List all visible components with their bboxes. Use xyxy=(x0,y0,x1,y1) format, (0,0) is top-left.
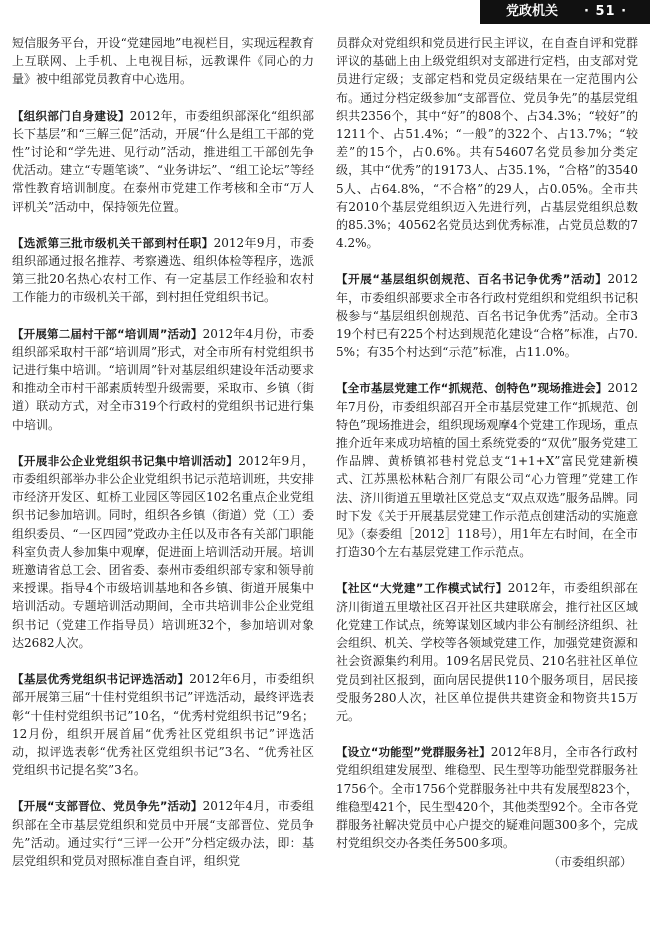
article-onsite-meeting: 【全市基层党建工作“抓规范、创特色”现场推进会】2012年7月份，市委组织部召开全市基层党建工作“抓规范、创特色”现场推进会，组织现场观摩4个党建工作现场，重点推介近年来成功培植的国土系统党委的“双优”服务党建工作品牌、黄桥镇祁巷村党总支“1+1+X”富民党建新模式、江苏黑松林粘合剂厂有限公司“心力管理”党建工作法、济川街道五里墩社区党总支“双点双选”服务品牌。同时下发《关于开展基层党建工作示范点创建活动的实施意见》（泰委组［2012］118号），用1年左右时间，在全市打造30个左右基层党建工作示范点。 xyxy=(336,381,638,560)
article-heading: 【开展第二届村干部“培训周”活动】 xyxy=(12,326,203,341)
article-heading: 【全市基层党建工作“抓规范、创特色”现场推进会】 xyxy=(336,381,608,396)
article-community-party: 【社区“大党建”工作模式试行】2012年，市委组织部在济川街道五里墩社区召开社区共建联席会，推行社区区域化党建工作试点，统筹谋划区域内非公有制经济组织、社会组织、机关、学校等各领域党建工作，加强党建资源和社会资源集约利用。109名居民党员、210名驻社区单位党员到社区报到，面向居民提供110个服务项目，居民接受服务280人次，社区单位提供共建资金和物资共15万元。 xyxy=(336,581,638,723)
article-org-dept-building: 【组织部门自身建设】2012年，市委组织部深化“组织部长下基层”和“三解三促”活动，开展“什么是组工干部的党性”讨论和“学先进、见行动”活动，推进组工干部创先争优活动。建立“专题笔谈”、“业务讲坛”、“组工论坛”等经常性教育培训制度。在泰州市党建工作考核和全市“万人评机关”活动中，保持领先位置。 xyxy=(12,108,314,214)
article-continuation: 短信服务平台，开设“党建园地”电视栏目，实现远程教育上互联网、上手机、上电视目标，远教课件《同心的力量》被中组部党员教育中心选用。 xyxy=(12,36,314,87)
page-header xyxy=(0,0,650,24)
article-training-week: 【开展第二届村干部“培训周”活动】2012年4月份，市委组织部采取村干部“培训周”形式，对全市所有村党组织书记进行集中培训。“培训周”针对基层组织建设年活动要求和推动全市村干部素质转型升级需要，采取市、乡镇（街道）联动方式，对全市319个行政村的党组织书记进行集中培训。 xyxy=(12,326,314,432)
article-nonpublic-training: 【开展非公企业党组织书记集中培训活动】2012年9月，市委组织部举办非公企业党组织书记示范培训班，共安排市经济开发区、虹桥工业园区等园区102名重点企业党组织书记参加培训。同时，组织各乡镇（街道）党（工）委组织委员、“一区四园”党政办主任以及市各有关部门职能科室负责人参加集中观摩，促进面上培训活动开展。培训班邀请省总工会、团省委、泰州市委组织部专家和领导前来授课。指导4个市级培训基地和各乡镇、街道开展集中培训活动。专题培训活动期间，全市共培训非公企业党组织书记（党建工作指导员）培训班32个，参加培训对象达2682人次。 xyxy=(12,453,314,650)
page-number: · 51 · xyxy=(584,4,628,19)
article-heading: 【开展“基层组织创规范、百名书记争优秀”活动】 xyxy=(336,272,608,287)
article-branch-advance: 【开展“支部晋位、党员争先”活动】2012年4月，市委组织部在全市基层党组织和党员中开展“支部晋位、党员争先”活动。通过实行“三评一公开”分档定级办法，即：基层党组织和党员对照标准自查自评，组织党 xyxy=(12,799,314,868)
article-standardization: 【开展“基层组织创规范、百名书记争优秀”活动】2012年，市委组织部要求全市各行政村党组织和党组织书记积极参与“基层组织创规范、百名书记争优秀”活动。全市319个村已有225个村达到规范化建设“合格”标准，占70.5%；有35个村达到“示范”标准，占11.0%。 xyxy=(336,272,638,360)
article-heading: 【开展非公企业党组织书记集中培训活动】 xyxy=(12,453,239,468)
author-signature: （市委组织部） xyxy=(547,855,632,870)
article-heading: 【基层优秀党组织书记评选活动】 xyxy=(12,672,190,687)
article-continuation: 员群众对党组织和党员进行民主评议，在自查自评和党群评议的基础上由上级党组织对支部进行定档，由支部对党员进行定级；支部定档和党员定级结果在一定范围内公布。通过分档定级参加“支部晋位、党员争先”的基层党组织共2356个，其中“好”的808个、占34.3%；“较好”的1211个、占51.4%；“一般”的322个、占13.7%；“较差”的15个，占0.6%。共有54607名党员参加分类定级，其中“优秀”的19173人、占35.1%，“合格”的35405人、占64.8%，“不合格”的29人，占0.05%。全市共有2010个基层党组织迈入先进行列，占基层党组织总数的85.3%；40562名党员达到优秀标准，占党员总数的74.2%。 xyxy=(336,36,638,251)
article-village-cadres: 【选派第三批市级机关干部到村任职】2012年9月，市委组织部通过报名推荐、考察遴选、组织体检等程序，选派第三批20名热心农村工作、有一定基层工作经验和农村工作能力的市级机关干部，到村担任党组织书记。 xyxy=(12,235,314,305)
article-service-club: 【设立“功能型”党群服务社】2012年8月，全市各行政村党组织组建发展型、维稳型、民生型等功能型党群服务社1756个。全市1756个党群服务社中共有发展型823个，维稳型421个，民生型420个，其他类型92个。全市各党群服务社解决党员中心户提交的疑难问题300多个，完成村党组织交办各类任务500多项。 xyxy=(336,745,638,851)
left-column xyxy=(12,34,314,870)
article-heading: 【组织部门自身建设】 xyxy=(12,108,130,123)
article-heading: 【开展“支部晋位、党员争先”活动】 xyxy=(12,799,203,814)
right-column xyxy=(336,34,638,870)
article-heading: 【选派第三批市级机关干部到村任职】 xyxy=(12,235,214,250)
article-heading: 【设立“功能型”党群服务社】 xyxy=(336,745,491,760)
article-heading: 【社区“大党建”工作模式试行】 xyxy=(336,581,508,596)
article-secretary-selection: 【基层优秀党组织书记评选活动】2012年6月，市委组织部开展第三届“十佳村党组织书记”评选活动，最终评选表彰“十佳村党组织书记”10名，“优秀村党组织书记”9名；12月份，组织开展首届“优秀社区党组织书记”评选活动，拟评选表彰“优秀社区党组织书记”3名、“优秀社区党组织书记提名奖”3名。 xyxy=(12,672,314,778)
section-title: 党政机关 xyxy=(506,4,559,19)
header-bar xyxy=(480,0,650,24)
